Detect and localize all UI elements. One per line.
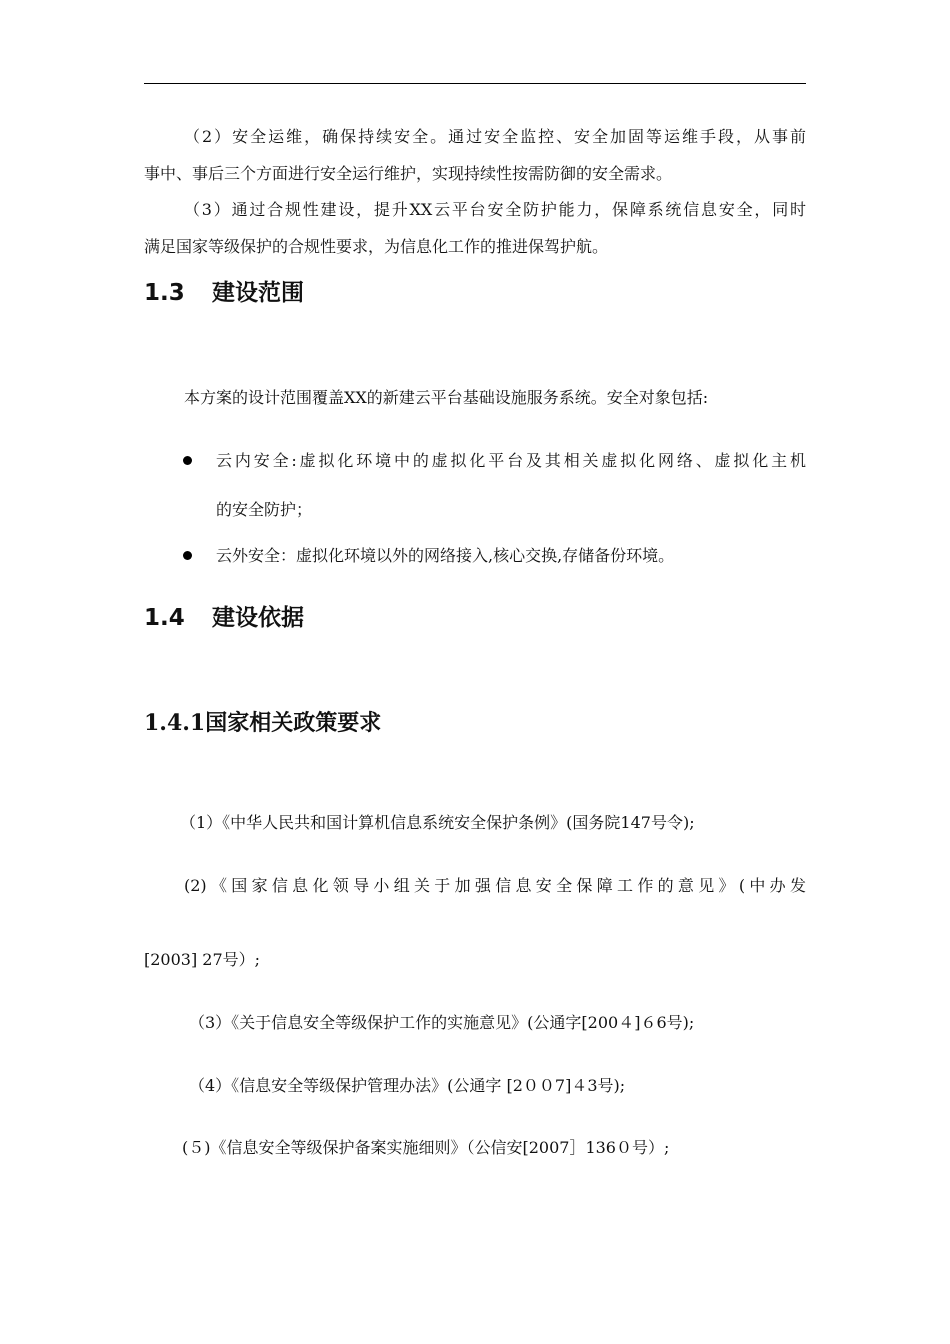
- policy-item-1: （1）《中华人民共和国计算机信息系统安全保护条例》(国务院147号令);: [180, 813, 695, 832]
- policy-item-2-continued: [2003] 27号）;: [144, 950, 261, 969]
- bullet-1-line-2: 的安全防护；: [216, 500, 313, 519]
- paragraph-2-line-1: （2）安全运维，确保持续安全。通过安全监控、安全加固等运维手段，从事前: [184, 127, 806, 146]
- bullet-icon: [183, 551, 192, 560]
- section-1-4-title: 建设依据: [212, 605, 304, 631]
- section-1-4-number: 1.4: [144, 605, 185, 631]
- policy-item-3: （3）《关于信息安全等级保护工作的实施意见》(公通字[200４]６6号);: [189, 1013, 695, 1032]
- header-rule: [144, 83, 806, 84]
- bullet-1-line-1: 云内安全:虚拟化环境中的虚拟化平台及其相关虚拟化网络、虚拟化主机: [216, 451, 806, 470]
- section-1-3-heading: [144, 278, 304, 308]
- section-1-3-number: 1.3: [144, 280, 185, 306]
- bullet-2-line-1: 云外安全：虚拟化环境以外的网络接入,核心交换,存储备份环境。: [216, 546, 675, 565]
- policy-item-2: (2)《国家信息化领导小组关于加强信息安全保障工作的意见》(中办发: [184, 876, 806, 895]
- scope-intro: 本方案的设计范围覆盖XX的新建云平台基础设施服务系统。安全对象包括:: [184, 388, 709, 407]
- section-1-4-heading: [144, 603, 304, 633]
- paragraph-3-line-2: 满足国家等级保护的合规性要求，为信息化工作的推进保驾护航。: [144, 237, 609, 256]
- section-1-3-title: 建设范围: [212, 280, 304, 306]
- policy-item-4: （4）《信息安全等级保护管理办法》(公通字 [2００7]４3号);: [189, 1076, 626, 1095]
- paragraph-3-line-1: （3）通过合规性建设，提升XX云平台安全防护能力，保障系统信息安全，同时: [184, 200, 806, 219]
- policy-item-5: (５)《信息安全等级保护备案实施细则》（公信安[2007］136０号）;: [182, 1138, 670, 1157]
- bullet-icon: [183, 456, 192, 465]
- paragraph-2-line-2: 事中、事后三个方面进行安全运行维护，实现持续性按需防御的安全需求。: [144, 164, 673, 183]
- section-1-4-1-heading: 1.4.1国家相关政策要求: [144, 710, 382, 736]
